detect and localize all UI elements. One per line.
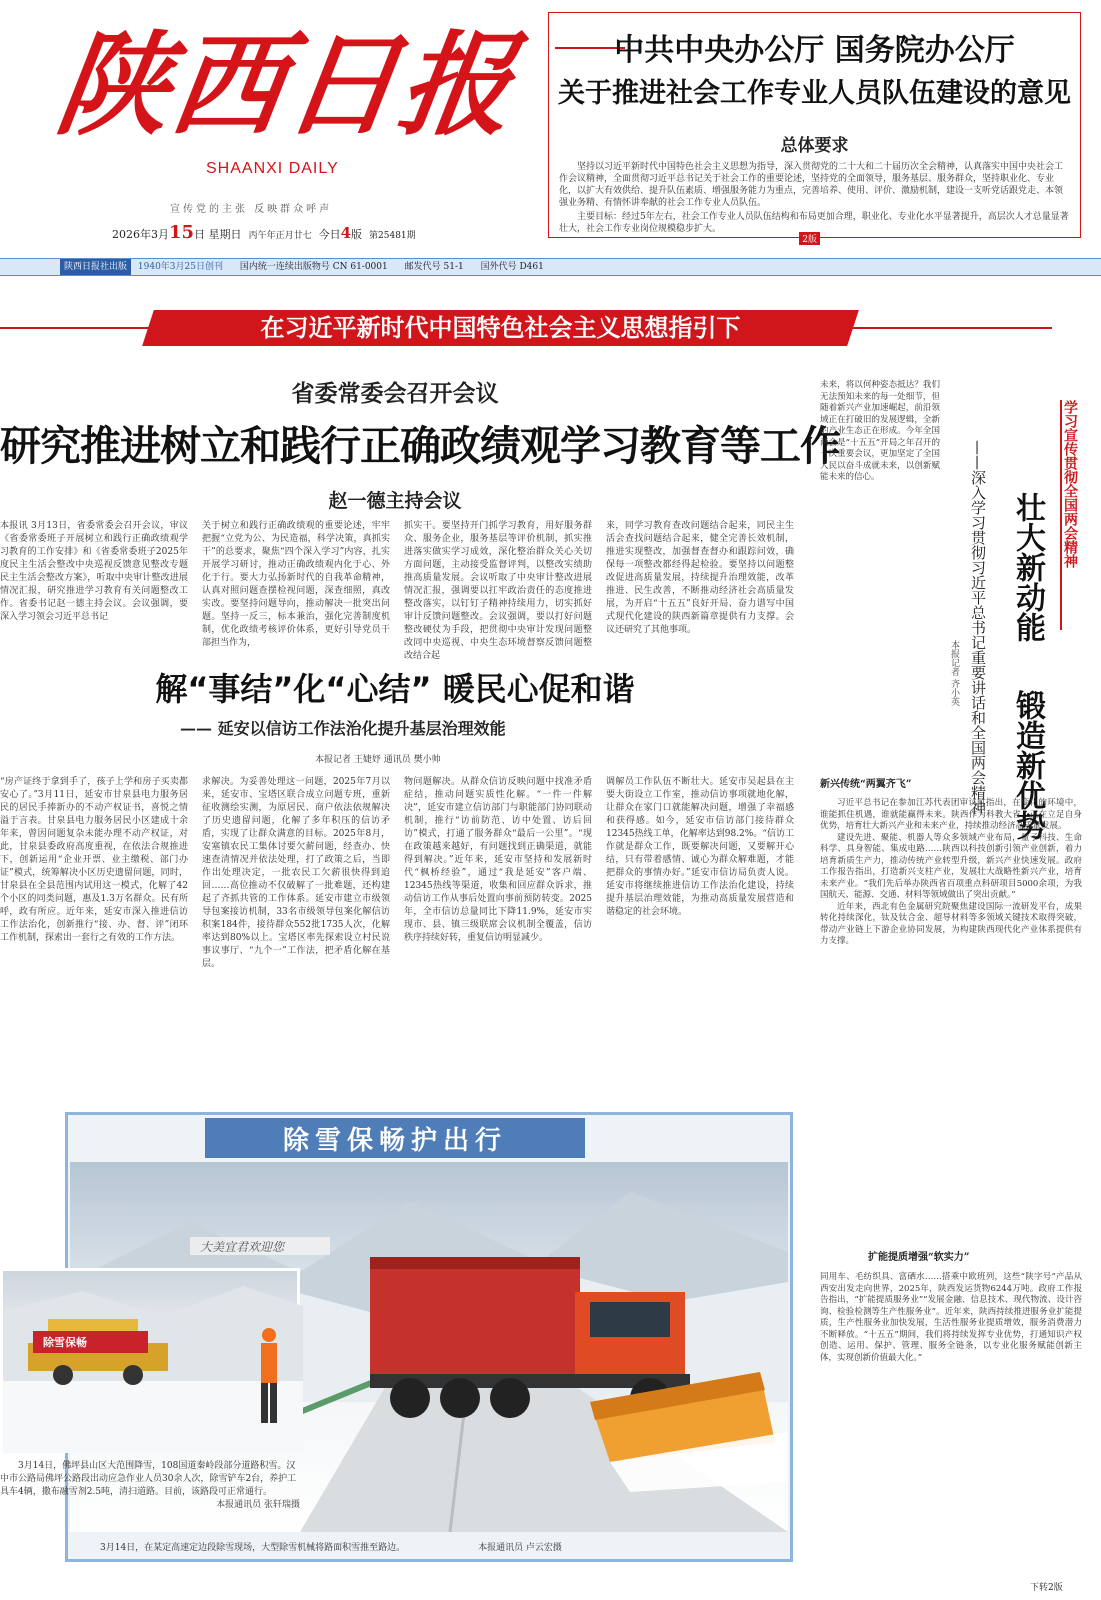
- article1-subhead: 赵一德主持会议: [328, 490, 462, 512]
- caption2-text: 3月14日，在某定高速定边段除雪现场，大型除雪机械将路面积雪推至路边。: [100, 1543, 406, 1553]
- article2-col3: 物问题解决。从群众信访反映问题中找准矛盾症结，推动问题实质性化解。“一件一件解决”，延安市建立信访部门与职能部门协同联动机制，推行“访前防范、访中处置、访后回访”模式，打通了服务群众“最后一公里”。“现在政策越来越好，有问题找到正确渠道，就能得到解决。”近年来，延安市坚持和发展新时代“枫桥经验”，通过“我是延安”客户端、12345热线等渠道，收集和回应群众诉求，推动信访工作从事后处置向事前预防转变。2025年，全市信访总量同比下降11.9%，延安市实现市、县、镇三级联席会议机制全覆盖，信访秩序持续好转，重复信访明显减少。: [404, 777, 592, 943]
- right-section1-text: 建设先进、聚能、机器人等众多领域产业布局，量子科技、生命科学、具身智能、集成电路……陕西以科技创新引领产业创新，着力培育新质生产力，推动传统产业转型升级，新兴产业快速发展。政府工作报告指出，打造新兴支柱产业，发展壮大战略性新兴产业，培育未来产业。“我们先后举办陕西省百项重点科研项目5000余项，为我国航天、能源、交通、材料等领域做出了突出贡献。”: [820, 832, 1082, 900]
- right-section3-body: 同用车、毛纺织具、富硒水……搭乘中欧班列，这些“陕字号”产品从西安出发走向世界，2025年，陕西发运货物6244万吨。政府工作报告指出，“扩能提质服务业”“发展金融、信息技术、现代物流、设计咨询、检验检测等生产性服务业”。近年来，陕西持续推进服务业扩能提质，生产性服务业加快发展，生活性服务业提质增效，服务消费潜力不断释放。“十五五”期间，我们将持续发挥专业优势，打通知识产权创造、运用、保护、管理、服务全链条，以专业化服务赋能创新主体，实现创新价值最大化。”: [820, 1272, 1082, 1363]
- article1-col4: 来，同学习教育查改问题结合起来，同民主生活会查找问题结合起来，健全完善长效机制，推进实现整改，加强督查督办和跟踪问效，确保每一项整改都经得起检验。要坚持以问题整改促进高质量发展，持续提升治理效能，改革推进、民生改善，不断推动经济社会高质量发展，为开启“十五五”良好开局、奋力谱写中国式现代化建设的陕西新篇章提供有力支撑。会议还研究了其他事项。: [606, 521, 794, 635]
- pages-suffix: 版: [351, 228, 363, 241]
- right-byline: 本报记者 齐小英: [949, 640, 959, 706]
- right-subhead: ——深入学习贯彻习近平总书记重要讲话和全国两会精神: [969, 440, 987, 815]
- right-section-tag: 学习宣传贯彻全国两会精神: [1060, 400, 1080, 630]
- right-section1-title: 新兴传统“两翼齐飞”: [820, 779, 912, 790]
- today-label: 今日: [318, 228, 341, 241]
- top-article-para1: 坚持以习近平新时代中国特色社会主义思想为指导，深入贯彻党的二十大和二十届历次全会精神，认真落实中国中央社会工作会议精神，全面贯彻习近平总书记关于社会工作的重要论述，坚持党的全面领导，服务基层、服务群众，坚持职业化、专业化，以扩大有效供给、提升队伍素质、增强服务能力为重点，完善培养、使用、评价、激励机制，建设一支听党话跟党走、本领强业务精、有情怀讲奉献的社会工作专业人员队伍。: [559, 162, 1064, 208]
- article2-subhead: —— 延安以信访工作法治化提升基层治理效能: [180, 719, 506, 738]
- top-article-para2: 主要目标：经过5年左右，社会工作专业人员队伍结构和布局更加合理，职业化、专业化水平显著提升，高层次人才总量显著壮大，社会工作专业岗位规模稳步扩大。: [559, 212, 1069, 234]
- date-text: 2026年3月: [112, 228, 169, 241]
- inset-caption: [0, 1460, 300, 1512]
- right-section2-text: 近年来，西北有色金属研究院聚焦建设国际一流研发平台，成果转化持续深化，钛及钛合金、超导材料等多领域关键技术取得突破，带动产业链上下游企业协同发展，为构建陕西现代化产业体系提供有力支撑。: [820, 901, 1082, 946]
- inset-illustration: [3, 1271, 303, 1453]
- logo-english: SHAANXI DAILY: [206, 160, 339, 177]
- top-article-line1: 中共中央办公厅 国务院办公厅: [614, 33, 1015, 68]
- article2-byline: 本报记者 王婕妤 通讯员 樊小帅: [315, 755, 441, 765]
- article2-col1: “房产证终于拿到手了，孩子上学和房子买卖都安心了。”3月11日，延安市甘泉县电力服务居民的居民手捧新办的不动产权证书，喜悦之情溢于言表。甘泉县电力服务居民小区建成十余年来，曾因问题复杂未能办理不动产权证，对此，甘泉县委政府高度重视，在依法合规推进下，创新运用“企业开票、业主缴税、部门办证”模式，统筹解决小区历史遗留问题，同时，甘泉县在全县范围内试用这一模式，化解了42个小区的同类问题，惠及1.3万名群众。民有所呼，政有所应。近年来，延安市深入推进信访工作法治化，创新推行“接、办、督、评”闭环工作机制，探索出一套行之有效的工作方法。: [0, 777, 188, 943]
- article2-col4: 调解员工作队伍不断壮大。延安市吴起县在主要大街设立工作室，推动信访事项就地化解，让群众在家门口就能解决问题，增强了幸福感和获得感。如今，延安市信访部门接待群众12345热线工单，化解率达到98.2%。“信访工作就是群众工作，既要解决问题，又要解开心结，只有带着感情、诚心为群众解难题，才能把群众的事情办好。”延安市信访局负责人说。延安市将继续推进信访工作法治化建设，持续提升基层治理效能，为推动高质量发展营造和谐稳定的社会环境。: [606, 777, 794, 917]
- page-count: 4: [340, 224, 352, 242]
- page-ref-badge[interactable]: 2版: [799, 232, 820, 245]
- info-bar: [0, 258, 1101, 276]
- founded: 1940年3月25日创刊: [137, 262, 223, 272]
- article1-kicker: 省委常委会召开会议: [291, 381, 499, 407]
- lunar-date: 丙午年正月廿七: [248, 231, 312, 241]
- right-section1-body: [820, 798, 1082, 1238]
- sign-text: 大美宜君欢迎您: [200, 1240, 285, 1254]
- date-day: 15: [169, 222, 195, 243]
- masthead-logo: [10, 8, 524, 238]
- jump-link[interactable]: 下转2版: [1030, 1583, 1063, 1593]
- publisher: 陕西日报社出版: [60, 259, 131, 275]
- caption1-text: 3月14日，佛坪县山区大范围降雪，108国道秦岭段部分道路积雪。汉中市公路局佛坪公路段出动应急作业人员30余人次，除雪铲车2台，养护工具车4辆，撒布融雪剂2.5吨，清扫道路。目前，该路段可正常通行。: [0, 1461, 297, 1497]
- right-headline-a[interactable]: 壮大新动能: [1010, 492, 1045, 642]
- article1-headline[interactable]: 研究推进树立和践行正确政绩观学习教育等工作: [0, 422, 840, 470]
- article1-col2: 关于树立和践行正确政绩观的重要论述，牢牢把握“立党为公、为民造福，科学决策，真抓实干”的总要求，聚焦“四个深入学习”内容，扎实开展学习研讨，推动正确政绩观内化于心、外化于行。要大力弘扬新时代的自我革命精神，认真对照问题查摆检视问题，深查细照，真改实改。要坚持问题导向，推动解决一批突出问题。坚持一反三，标本兼治，强化完善制度机制，优化政绩考核评价体系，更好引导党员干部担当作为，: [202, 521, 390, 648]
- right-intro-column: 未来，将以何种姿态抵达？我们无法预知未来的每一处细节，但随着新兴产业加速崛起，前沿领域正在打破旧的发展逻辑，全新的产业生态正在形成。今年全国两会是“十五五”开局之年召开的一次重要会议，更加坚定了全国人民以奋斗成就未来，以创新赋能未来的信心。: [820, 380, 940, 482]
- logo-title: 陕西日报: [48, 20, 524, 151]
- postal-code: 邮发代号 51-1: [404, 262, 464, 272]
- dateline: [112, 222, 552, 243]
- banner-rule-left: [0, 327, 150, 329]
- right-col-text: 习近平总书记在参加江苏代表团审议时指出，在变化的环境中，谁能抓住机遇，谁就能赢得未来。陕西作为科教大省，正在立足自身优势，培育壮大新兴产业和未来产业，持续推动经济高质量发展。: [820, 798, 1082, 831]
- top-article-section: 总体要求: [780, 136, 849, 156]
- article2-headline[interactable]: 解“事结”化“心结” 暖民心促和谐: [155, 670, 635, 708]
- foreign-code: 国外代号 D461: [480, 262, 544, 272]
- banner-rule-right: [852, 327, 1052, 329]
- top-article-box: [548, 12, 1081, 245]
- article1-col1: 本报讯 3月13日，省委常委会召开会议，审议《省委常委班子开展树立和践行正确政绩观学习教育的工作安排》和《省委常委班子2025年度民主生活会整改中央巡视反馈意见整改专题民主生活会整改方案》，听取中央审计整改进展情况汇报，研究推进学习教育有关问题整改工作。省委书记赵一德主持会议。会议强调，要深入学习领会习近平总书记: [0, 521, 188, 622]
- caption1-credit: 本报通讯员 张轩瑞摄: [216, 1500, 300, 1510]
- photo-title: 除雪保畅护出行: [282, 1126, 507, 1156]
- top-article-headline: 关于推进社会工作专业人员队伍建设的意见: [558, 78, 1071, 109]
- slogan: 宣传党的主张 反映群众呼声: [170, 204, 333, 215]
- issue-number: 第25481期: [369, 231, 416, 241]
- banner-title: 在习近平新时代中国特色社会主义思想指引下: [260, 314, 741, 342]
- right-section3-title: 扩能提质增强“软实力”: [868, 1252, 970, 1263]
- inset-photo[interactable]: [0, 1268, 300, 1450]
- top-article-body: [559, 161, 1071, 235]
- caption2-credit: 本报通讯员 卢云宏摄: [478, 1543, 562, 1553]
- right-headline-b[interactable]: 锻造新优势: [1010, 690, 1045, 840]
- main-photo-caption: [100, 1540, 800, 1553]
- article1-col3: 抓实干。要坚持开门抓学习教育，用好服务群众、服务企业，服务基层等评价机制，抓实推进落实做实学习成效，深化整治群众关心关切方面问题，主动接受监督评判，以整改实绩助推高质量发展。会议听取了中央审计整改进展情况汇报，强调要以扛牢政治责任的态度推进整改落实，以钉钉子精神持续用力，切实抓好审计反馈问题整改。会议强调，要以打好问题整改硬仗为手段，把贯彻中央审计发现问题整改同中央巡视、中央生态环境督察反馈问题整改结合起: [404, 521, 592, 661]
- vehicle-banner-text: 除雪保畅: [43, 1336, 87, 1349]
- article2-col2: 求解决。为妥善处理这一问题，2025年7月以来，延安市、宝塔区联合成立问题专班，重新征收测绘实测，为原居民、商户依法依规解决了历史遗留问题，化解了多年积压的信访矛盾，实现了让群众满意的目标。2025年8月，安塞镇农民工集体讨要欠薪问题，经查办、快速查清情况并依法处理，打了政策之后，当即作出处理决定，一批农民工欠薪很快得到追回……高位推动不仅破解了一批难题，还构建起了齐抓共管的工作体系。延安市建立市级领导包案接访机制，33名市级领导包案化解信访积案184件，接待群众552批1735人次，化解率达到80%以上。宝塔区率先探索设立村民说事议事厅、“九个一”工作法，把矛盾化解在基层。: [202, 777, 390, 969]
- weekday: 日 星期日: [194, 228, 242, 241]
- cn-number: 国内统一连续出版物号 CN 61-0001: [239, 262, 388, 272]
